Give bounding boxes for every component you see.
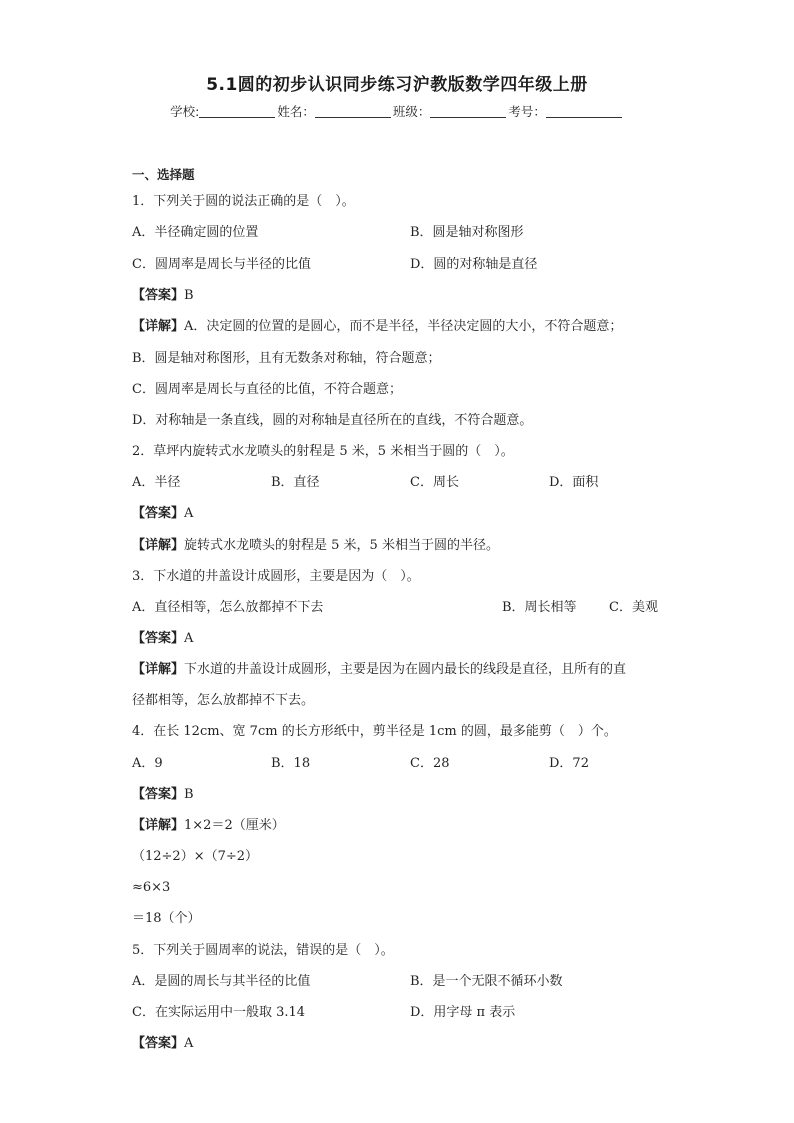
number-label: 考号：: [508, 104, 546, 119]
q3-detail-1: [132, 661, 626, 679]
name-blank[interactable]: [315, 105, 391, 118]
q1-answer-value: B: [184, 288, 194, 303]
q4-stem: 4．在长 12cm、宽 7cm 的长方形纸中，剪半径是 1cm 的圆，最多能剪（ ）个。: [132, 724, 617, 739]
answer-tag: 【答案】: [132, 631, 185, 646]
q1-detail-2: B．圆是轴对称图形，且有无数条对称轴，符合题意；: [132, 351, 441, 366]
q4-option-c: C．28: [410, 756, 450, 771]
q3-option-b: B．周长相等: [502, 600, 577, 615]
name-label: 姓名：: [277, 104, 315, 119]
q4-detail-1-text: 1×2＝2（厘米）: [184, 818, 285, 833]
answer-tag: 【答案】: [132, 787, 185, 802]
q4-detail-2: （12÷2）×（7÷2）: [132, 849, 259, 864]
student-info-row: [0, 102, 794, 120]
q2-option-c: C．周长: [410, 475, 459, 490]
q3-option-c: C．美观: [609, 600, 658, 615]
q5-stem: 5．下列关于圆周率的说法，错误的是（ ）。: [132, 943, 394, 958]
class-blank[interactable]: [430, 105, 506, 118]
q1-option-c: C．圆周率是周长与半径的比值: [132, 257, 311, 272]
q3-detail-1-text: 下水道的井盖设计成圆形，主要是因为在圆内最长的线段是直径，且所有的直: [184, 662, 627, 677]
answer-tag: 【答案】: [132, 288, 185, 303]
q2-option-a: A．半径: [132, 475, 181, 490]
q5-option-b: B．是一个无限不循环小数: [410, 974, 563, 989]
q4-detail-3: ≈6×3: [132, 880, 171, 895]
q3-option-a: A．直径相等，怎么放都掉不下去: [132, 600, 324, 615]
q3-stem: 3．下水道的井盖设计成圆形，主要是因为（ ）。: [132, 569, 420, 584]
school-label: 学校:: [170, 104, 200, 119]
q5-option-d: D．用字母 π 表示: [410, 1005, 516, 1020]
q5-option-a: A．是圆的周长与其半径的比值: [132, 974, 311, 989]
q5-answer: [132, 1035, 193, 1053]
q1-option-a: A．半径确定圆的位置: [132, 225, 259, 240]
q2-detail-text: 旋转式水龙喷头的射程是 5 米，5 米相当于圆的半径。: [184, 538, 499, 553]
q2-answer: [132, 505, 193, 523]
answer-tag: 【答案】: [132, 506, 185, 521]
q1-answer: [132, 287, 194, 305]
q4-answer-value: B: [184, 787, 194, 802]
q4-option-d: D．72: [549, 756, 589, 771]
q3-answer: [132, 630, 193, 648]
q4-option-a: A．9: [132, 756, 163, 771]
document-title: 5.1圆的初步认识同步练习沪教版数学四年级上册: [206, 75, 588, 95]
q5-option-c: C．在实际运用中一般取 3.14: [132, 1005, 306, 1020]
number-blank[interactable]: [546, 105, 622, 118]
q3-answer-value: A: [184, 631, 194, 646]
q2-detail: [132, 537, 499, 555]
q1-stem: 1．下列关于圆的说法正确的是（ ）。: [132, 194, 355, 209]
school-blank[interactable]: [199, 105, 275, 118]
answer-tag: 【答案】: [132, 1036, 185, 1051]
q1-detail-1-text: A．决定圆的位置的是圆心，而不是半径，半径决定圆的大小，不符合题意；: [184, 319, 623, 334]
section-title: 一、选择题: [132, 167, 195, 182]
q5-answer-value: A: [184, 1036, 194, 1051]
q1-detail-4: D．对称轴是一条直线，圆的对称轴是直径所在的直线，不符合题意。: [132, 413, 533, 428]
q4-detail-1: [132, 817, 285, 835]
class-label: 班级：: [392, 104, 431, 119]
q4-option-b: B．18: [271, 756, 311, 771]
q2-answer-value: A: [184, 506, 194, 521]
q3-detail-2: 径都相等，怎么放都掉不下去。: [132, 693, 315, 708]
q1-option-b: B．圆是轴对称图形: [410, 225, 524, 240]
q2-option-b: B．直径: [271, 475, 320, 490]
q1-detail-3: C．圆周率是周长与直径的比值，不符合题意；: [132, 382, 402, 397]
detail-tag: 【详解】: [132, 662, 185, 677]
q2-stem: 2．草坪内旋转式水龙喷头的射程是 5 米，5 米相当于圆的（ ）。: [132, 444, 514, 459]
q4-detail-4: ＝18（个）: [132, 911, 201, 926]
q1-detail-1: [132, 318, 622, 336]
detail-tag: 【详解】: [132, 538, 185, 553]
q2-option-d: D．面积: [549, 475, 599, 490]
q1-option-d: D．圆的对称轴是直径: [410, 257, 538, 272]
detail-tag: 【详解】: [132, 818, 185, 833]
q4-answer: [132, 786, 194, 804]
detail-tag: 【详解】: [132, 319, 185, 334]
